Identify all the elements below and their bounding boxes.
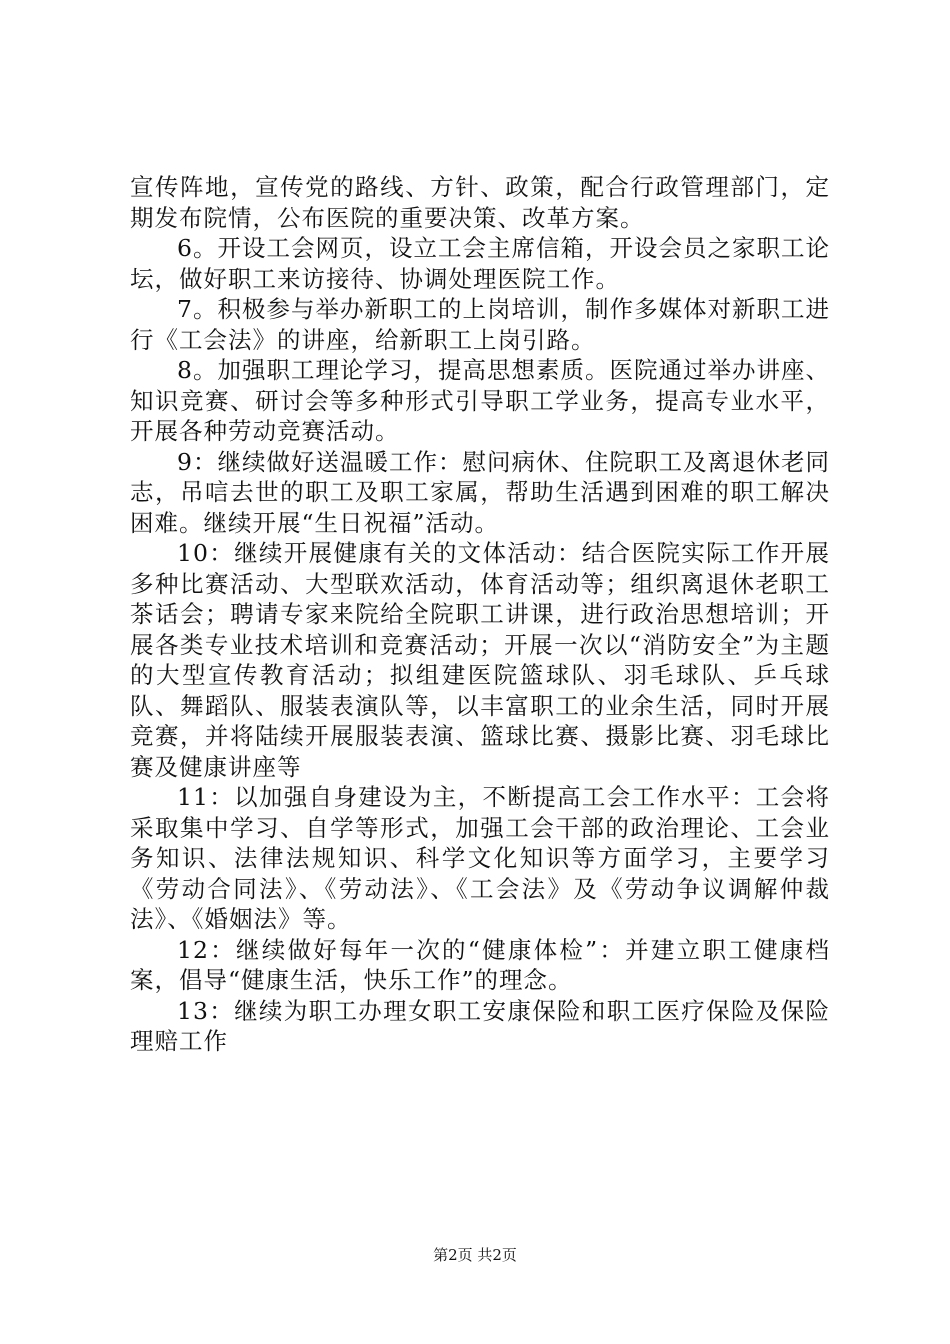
paragraph-item-8: 8。加强职工理论学习，提高思想素质。医院通过举办讲座、知识竞赛、研讨会等多种形式引导职工学业务，提高专业水平，开展各种劳动竞赛活动。 [130,356,830,445]
paragraph-item-12: 12：继续做好每年一次的“健康体检”：并建立职工健康档案，倡导“健康生活，快乐工作”的理念。 [130,935,830,994]
paragraph-item-13: 13：继续为职工办理女职工安康保险和职工医疗保险及保险理赔工作 [130,996,830,1055]
page-footer [0,1245,950,1265]
paragraph-item-11: 11：以加强自身建设为主，不断提高工会工作水平：工会将采取集中学习、自学等形式，加强工会干部的政治理论、工会业务知识、法律法规知识、科学文化知识等方面学习，主要学习《劳动合同法》、《劳动法》、《工会法》及《劳动争议调解仲裁法》、《婚姻法》等。 [130,783,830,933]
document-body [130,172,830,1057]
paragraph-item-7: 7。积极参与举办新职工的上岗培训，制作多媒体对新职工进行《工会法》的讲座，给新职工上岗引路。 [130,295,830,354]
paragraph-item-6: 6。开设工会网页，设立工会主席信箱，开设会员之家职工论坛，做好职工来访接待、协调处理医院工作。 [130,234,830,293]
paragraph-item-9: 9：继续做好送温暖工作：慰问病休、住院职工及离退休老同志，吊唁去世的职工及职工家属，帮助生活遇到困难的职工解决困难。继续开展“生日祝福”活动。 [130,447,830,537]
page-number-label: 第2页 共2页 [433,1246,517,1264]
paragraph-continuation: 宣传阵地，宣传党的路线、方针、政策，配合行政管理部门，定期发布院情，公布医院的重要决策、改革方案。 [130,173,830,232]
paragraph-item-10: 10：继续开展健康有关的文体活动：结合医院实际工作开展多种比赛活动、大型联欢活动，体育活动等；组织离退休老职工茶话会；聘请专家来院给全院职工讲课，进行政治思想培训；开展各类专业技术培训和竞赛活动；开展一次以“消防安全”为主题的大型宣传教育活动；拟组建医院篮球队、羽毛球队、乒乓球队、舞蹈队、服装表演队等，以丰富职工的业余生活，同时开展竞赛，并将陆续开展服装表演、篮球比赛、摄影比赛、羽毛球比赛及健康讲座等 [130,539,830,781]
